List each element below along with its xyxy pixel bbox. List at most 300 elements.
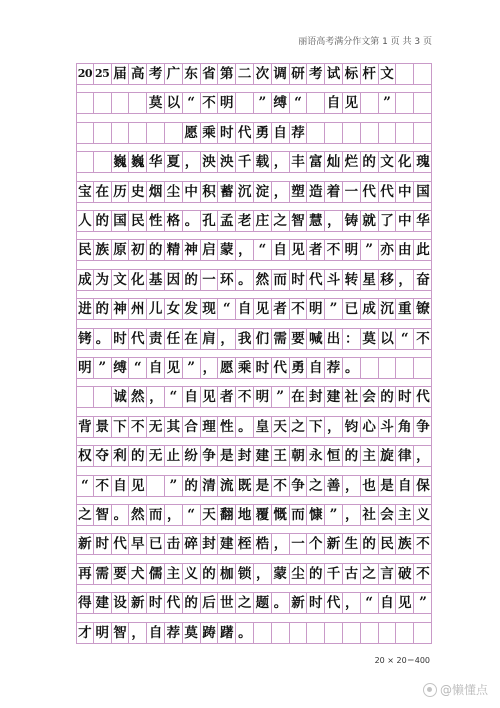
grid-cell: 。 (236, 623, 254, 643)
grid-row (76, 445, 432, 467)
grid-cell: 勇 (254, 123, 272, 143)
grid-cell: 儒 (147, 564, 165, 584)
grid-cell: ， (201, 358, 219, 378)
grid-cell: 的 (361, 534, 379, 554)
grid-row (76, 122, 432, 144)
grid-cell: 的 (183, 476, 201, 496)
grid-cell: ， (343, 593, 361, 613)
grid-cell (129, 93, 147, 113)
grid-cell: 智 (112, 623, 130, 643)
grid-cell: 建 (325, 387, 343, 407)
grid-cell: 中 (396, 182, 414, 202)
grid-cell: 文 (379, 152, 397, 172)
grid-cell: 化 (396, 152, 414, 172)
grid-cell: 旋 (379, 446, 397, 466)
grid-cell: 孟 (218, 211, 236, 231)
grid-cell: 善 (325, 476, 343, 496)
grid-cell: “ (254, 240, 272, 260)
grid-cell: 神 (112, 299, 130, 319)
grid-row (76, 475, 432, 497)
grid-cell: 千 (325, 564, 343, 584)
grid-cell: 明 (254, 387, 272, 407)
grid-cell: ， (272, 534, 290, 554)
grid-cell: ， (343, 476, 361, 496)
grid-cell: 奋 (416, 271, 430, 288)
grid-cell: 千 (236, 152, 254, 172)
grid-row (76, 92, 432, 114)
grid-cell: 25 (94, 64, 112, 84)
grid-cell: 碎 (183, 534, 201, 554)
grid-cell: 。 (236, 270, 254, 290)
grid-cell: 在 (290, 387, 308, 407)
grid-cell (414, 93, 432, 113)
grid-cell (325, 123, 343, 143)
grid-cell: 覆 (254, 505, 272, 525)
grid-cell: 原 (112, 240, 130, 260)
grid-cell: 沉 (236, 182, 254, 202)
grid-cell: 性 (218, 417, 236, 437)
grid-cell: 慷 (307, 505, 325, 525)
grid-cell: 考 (307, 64, 325, 84)
grid-cell: 代 (325, 593, 343, 613)
grid-cell: 的 (129, 446, 147, 466)
grid-cell: 的 (361, 152, 379, 172)
grid-cell: 见 (254, 299, 272, 319)
grid-cell: 丰 (290, 152, 308, 172)
grid-row (76, 416, 432, 438)
grid-cell: 文 (379, 64, 397, 84)
grid-cell: 智 (290, 211, 308, 231)
grid-cell: 无 (147, 446, 165, 466)
grid-cell: 皇 (254, 417, 272, 437)
grid-row (76, 210, 432, 232)
grid-cell (396, 64, 414, 84)
grid-cell: 而 (290, 505, 308, 525)
grid-cell: 历 (112, 182, 130, 202)
grid-cell: ， (343, 505, 361, 525)
grid-cell: 永 (307, 446, 325, 466)
grid-cell (236, 93, 254, 113)
grid-cell: 见 (165, 358, 183, 378)
grid-cell: 时 (218, 123, 236, 143)
grid-cell: 时 (396, 387, 414, 407)
grid-cell: 封 (236, 446, 254, 466)
grid-cell: 的 (307, 564, 325, 584)
grid-cell: 的 (94, 299, 112, 319)
grid-cell: “ (361, 593, 379, 613)
grid-cell: 巍 (112, 152, 130, 172)
grid-row (76, 298, 432, 320)
grid-cell (112, 123, 130, 143)
grid-cell: 中 (396, 211, 414, 231)
grid-spec-label: 20 × 20＝400 (374, 656, 430, 665)
grid-cell: 们 (254, 329, 272, 349)
grid-cell: “ (290, 93, 308, 113)
grid-cell: ” (165, 476, 183, 496)
grid-cell: 者 (272, 299, 290, 319)
grid-cell: 省 (201, 64, 219, 84)
grid-cell: 研 (290, 64, 308, 84)
grid-cell: 积 (201, 182, 219, 202)
grid-cell: 代 (272, 358, 290, 378)
grid-row (76, 622, 432, 644)
grid-cell: 王 (272, 446, 290, 466)
grid-cell: 民 (76, 240, 94, 260)
grid-cell: 调 (272, 64, 290, 84)
grid-cell: 塑 (290, 182, 308, 202)
grid-cell: 社 (361, 505, 379, 525)
grid-cell: 乘 (236, 358, 254, 378)
grid-cell: 新 (76, 534, 94, 554)
grid-cell: 见 (290, 240, 308, 260)
grid-cell: 得 (76, 593, 94, 613)
grid-cell: 梏 (254, 534, 272, 554)
grid-cell: 明 (307, 299, 325, 319)
grid-cell: 泱 (218, 152, 236, 172)
grid-cell: 莫 (147, 93, 165, 113)
grid-cell (343, 123, 361, 143)
grid-cell: 现 (201, 299, 219, 319)
grid-row (76, 533, 432, 555)
grid-cell: 智 (94, 505, 112, 525)
grid-cell: 广 (165, 64, 183, 84)
grid-cell: 以 (165, 93, 183, 113)
grid-cell: 考 (147, 64, 165, 84)
grid-cell: 然 (129, 505, 147, 525)
grid-cell: 精 (165, 240, 183, 260)
grid-cell (414, 64, 432, 84)
grid-cell: 自 (112, 476, 130, 496)
grid-cell: 纷 (183, 446, 201, 466)
grid-cell: ， (396, 270, 414, 290)
grid-cell: 。 (272, 593, 290, 613)
grid-cell (361, 123, 379, 143)
grid-cell: 后 (201, 593, 219, 613)
grid-cell: 枷 (218, 564, 236, 584)
grid-cell: 题 (254, 593, 272, 613)
grid-cell: 史 (129, 182, 147, 202)
grid-cell (94, 123, 112, 143)
grid-cell: 建 (254, 446, 272, 466)
grid-cell: 的 (94, 211, 112, 231)
grid-cell: 争 (416, 418, 430, 435)
grid-cell: 新 (290, 593, 308, 613)
grid-cell: 斗 (325, 270, 343, 290)
grid-cell: 进 (76, 299, 94, 319)
grid-cell: 次 (254, 64, 272, 84)
grid-cell: ， (254, 564, 272, 584)
grid-cell: 泱 (201, 152, 219, 172)
grid-cell: 流 (218, 476, 236, 496)
grid-cell: ” (361, 240, 379, 260)
grid-cell: 勇 (290, 358, 308, 378)
grid-cell: 了 (379, 211, 397, 231)
grid-cell: 也 (361, 476, 379, 496)
grid-cell: ， (183, 152, 201, 172)
grid-cell: 争 (201, 446, 219, 466)
grid-cell: 的 (183, 593, 201, 613)
grid-cell: 自 (396, 476, 414, 496)
grid-cell: 化 (129, 270, 147, 290)
grid-row (76, 269, 432, 291)
grid-cell: 自 (272, 240, 290, 260)
grid-cell: ” (325, 505, 343, 525)
grid-cell (165, 123, 183, 143)
grid-cell: 宝 (76, 182, 94, 202)
grid-cell: 早 (129, 534, 147, 554)
grid-cell: 已 (147, 534, 165, 554)
grid-cell: 天 (201, 505, 219, 525)
grid-cell: 之 (307, 476, 325, 496)
grid-cell: 设 (112, 593, 130, 613)
grid-cell: 荐 (325, 358, 343, 378)
grid-cell: 恒 (325, 446, 343, 466)
grid-cell: ， (236, 240, 254, 260)
grid-cell: 背 (76, 417, 94, 437)
grid-cell: 破 (396, 564, 414, 584)
grid-cell: 基 (147, 270, 165, 290)
grid-cell (147, 476, 165, 496)
grid-cell: 巍 (129, 152, 147, 172)
grid-cell: 格 (165, 211, 183, 231)
grid-cell: 民 (129, 211, 147, 231)
grid-cell: 就 (361, 211, 379, 231)
grid-cell: 古 (343, 564, 361, 584)
grid-cell: 在 (94, 182, 112, 202)
grid-cell: 。 (343, 358, 361, 378)
grid-cell: 是 (254, 476, 272, 496)
grid-cell: 不 (129, 417, 147, 437)
grid-cell: 烂 (343, 152, 361, 172)
grid-cell: 神 (183, 240, 201, 260)
grid-cell: 理 (201, 417, 219, 437)
grid-cell (379, 123, 397, 143)
grid-cell: 时 (94, 534, 112, 554)
grid-cell: 景 (94, 417, 112, 437)
grid-cell (94, 387, 112, 407)
grid-cell: 见 (396, 593, 414, 613)
grid-cell: 成 (76, 270, 94, 290)
grid-cell: 重 (396, 299, 414, 319)
grid-cell: 荐 (290, 123, 308, 143)
grid-cell: 之 (361, 564, 379, 584)
grid-cell: ， (416, 448, 430, 465)
grid-cell: 代 (416, 389, 430, 406)
grid-cell: 富 (307, 152, 325, 172)
grid-cell (361, 358, 379, 378)
grid-cell (129, 123, 147, 143)
grid-cell: 桎 (236, 534, 254, 554)
grid-cell: 庄 (254, 211, 272, 231)
grid-cell: 瑰 (416, 154, 430, 171)
grid-cell: 不 (416, 565, 430, 582)
grid-cell: 高 (129, 64, 147, 84)
grid-cell (396, 358, 414, 378)
grid-cell: 着 (325, 182, 343, 202)
grid-cell: 缚 (272, 93, 290, 113)
grid-cell: 主 (396, 505, 414, 525)
grid-cell: ， (147, 387, 165, 407)
grid-cell: 。 (112, 505, 130, 525)
grid-cell: “ (183, 93, 201, 113)
grid-cell: 不 (416, 330, 430, 347)
grid-cell (94, 152, 112, 172)
grid-cell: 为 (94, 270, 112, 290)
grid-cell: 需 (272, 329, 290, 349)
grid-cell: ， (218, 329, 236, 349)
grid-cell: ： (343, 329, 361, 349)
grid-cell: 沉 (379, 299, 397, 319)
grid-cell: 20 (76, 64, 94, 84)
grid-cell: 不 (236, 387, 254, 407)
grid-cell: 见 (201, 387, 219, 407)
grid-cell: 清 (201, 476, 219, 496)
grid-cell: 自 (147, 623, 165, 643)
grid-row (76, 563, 432, 585)
grid-cell: 封 (307, 387, 325, 407)
grid-cell: 地 (236, 505, 254, 525)
grid-cell (343, 623, 361, 643)
grid-cell: 会 (361, 387, 379, 407)
grid-cell: 以 (379, 329, 397, 349)
grid-cell: 时 (147, 593, 165, 613)
grid-cell: 的 (201, 564, 219, 584)
grid-cell: “ (165, 387, 183, 407)
grid-cell: 不 (290, 299, 308, 319)
grid-cell: 锁 (236, 564, 254, 584)
grid-cell: ， (129, 623, 147, 643)
grid-cell: 下 (112, 417, 130, 437)
grid-cell: 合 (183, 417, 201, 437)
grid-cell: 时 (307, 593, 325, 613)
grid-cell: 时 (254, 358, 272, 378)
grid-row (76, 504, 432, 526)
grid-cell: 一 (201, 270, 219, 290)
grid-cell: 国 (416, 183, 430, 200)
grid-cell: 之 (272, 211, 290, 231)
grid-cell (290, 623, 308, 643)
grid-cell: 民 (379, 534, 397, 554)
grid-cell (325, 623, 343, 643)
grid-cell: 夏 (165, 152, 183, 172)
grid-cell: 要 (290, 329, 308, 349)
grid-cell: 自 (183, 387, 201, 407)
grid-cell (414, 358, 432, 378)
grid-cell: 之 (236, 593, 254, 613)
grid-cell: 诚 (112, 387, 130, 407)
grid-cell: 试 (325, 64, 343, 84)
grid-cell: 亦 (379, 240, 397, 260)
grid-cell: 者 (307, 240, 325, 260)
grid-cell: 明 (94, 623, 112, 643)
grid-cell (396, 123, 414, 143)
grid-cell: 不 (94, 476, 112, 496)
grid-cell: ” (254, 93, 272, 113)
grid-cell: 不 (272, 476, 290, 496)
grid-cell: 喊 (307, 329, 325, 349)
grid-cell: 自 (236, 299, 254, 319)
grid-cell: 新 (325, 534, 343, 554)
grid-cell: 下 (307, 417, 325, 437)
grid-cell: 利 (112, 446, 130, 466)
grid-row (76, 386, 432, 408)
grid-cell: 是 (218, 446, 236, 466)
grid-cell: 启 (201, 240, 219, 260)
grid-cell: 华 (416, 213, 430, 229)
grid-cell: 代 (361, 182, 379, 202)
grid-cell: 不 (416, 536, 430, 553)
grid-cell (147, 123, 165, 143)
grid-cell (254, 623, 272, 643)
grid-cell: 之 (290, 417, 308, 437)
grid-cell: 尘 (290, 564, 308, 584)
round-logo-icon (423, 683, 437, 697)
grid-cell: 明 (343, 240, 361, 260)
grid-cell: 铐 (76, 329, 94, 349)
grid-cell: 保 (416, 477, 430, 494)
grid-cell: 明 (218, 93, 236, 113)
grid-cell: 既 (236, 476, 254, 496)
grid-cell: 届 (112, 64, 130, 84)
grid-cell: 已 (343, 299, 361, 319)
grid-cell: 自 (325, 93, 343, 113)
grid-cell: 是 (379, 476, 397, 496)
grid-row (76, 328, 432, 350)
grid-cell: 代 (112, 534, 130, 554)
grid-cell: 蓄 (218, 182, 236, 202)
grid-cell: 争 (290, 476, 308, 496)
grid-cell: 乘 (201, 123, 219, 143)
grid-cell: 国 (112, 211, 130, 231)
grid-cell: 人 (76, 211, 94, 231)
grid-cell: 时 (112, 329, 130, 349)
grid-cell: ” (183, 358, 201, 378)
grid-cell: 转 (343, 270, 361, 290)
grid-cell: 州 (129, 299, 147, 319)
grid-cell: 肩 (201, 329, 219, 349)
grid-cell: 主 (361, 446, 379, 466)
grid-cell (76, 152, 94, 172)
grid-cell: 朝 (290, 446, 308, 466)
grid-cell (94, 93, 112, 113)
grid-cell (112, 93, 130, 113)
grid-cell: 出 (325, 329, 343, 349)
grid-cell (414, 623, 432, 643)
grid-cell (396, 623, 414, 643)
grid-cell: 新 (129, 593, 147, 613)
grid-cell: 见 (129, 476, 147, 496)
grid-cell: 愿 (183, 123, 201, 143)
grid-cell: 女 (165, 299, 183, 319)
grid-cell: 由 (396, 240, 414, 260)
grid-cell: 主 (165, 564, 183, 584)
grid-cell: 莫 (361, 329, 379, 349)
grid-cell (396, 93, 414, 113)
grid-cell: 角 (396, 417, 414, 437)
grid-cell (379, 358, 397, 378)
grid-row (76, 63, 432, 85)
grid-row (76, 357, 432, 379)
grid-cell: 心 (361, 417, 379, 437)
grid-cell: 族 (396, 534, 414, 554)
grid-cell: 然 (129, 387, 147, 407)
essay-grid (76, 63, 432, 644)
grid-cell (414, 123, 432, 143)
grid-cell: 止 (165, 446, 183, 466)
grid-cell: 成 (361, 299, 379, 319)
grid-cell: ” (325, 299, 343, 319)
grid-cell: ， (325, 211, 343, 231)
